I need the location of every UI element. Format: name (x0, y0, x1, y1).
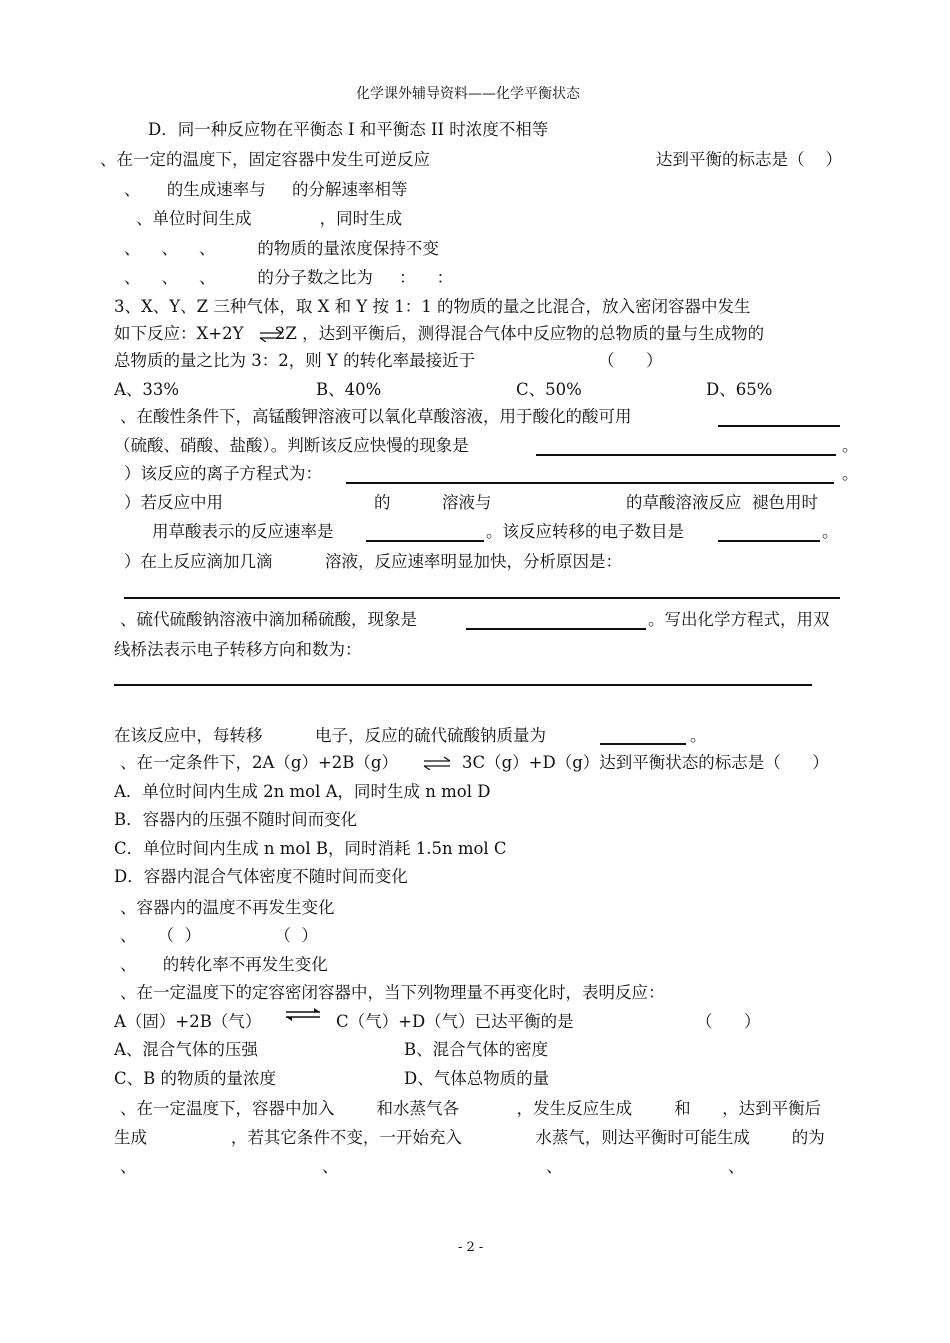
q3-line-2: 如下反应：X+2Y 2Z ，达到平衡后，测得混合气体中反应物的总物质的量与生成物的 (114, 324, 765, 343)
q4-line-3: ）该反应的离子方程式为： (124, 464, 322, 483)
q6-option-d: D．容器内混合气体密度不随时间而变化 (114, 867, 408, 886)
q3-option-c: C、50% (516, 380, 582, 399)
equilibrium-arrow-icon (284, 1007, 322, 1021)
q6-option-f: 、 （ ） （ ） (120, 926, 318, 945)
q7-option-a: A、混合气体的压强 (114, 1040, 258, 1059)
q4-line-6: ）在上反应滴加几滴 溶液，反应速率明显加快，分析原因是： (124, 552, 622, 571)
q5-line-1b: 。写出化学方程式，用双 (648, 610, 830, 629)
q5-line-3: 在该反应中，每转移 电子，反应的硫代硫酸钠质量为 (114, 726, 546, 745)
equilibrium-arrow-icon (422, 756, 452, 770)
q3-line-1: 3、X、Y、Z 三种气体，取 X 和 Y 按 1：1 的物质的量之比混合，放入密闭容器中发生 (114, 297, 751, 316)
q2-option-c: 、 、 、 的物质的量浓度保持不变 (124, 239, 439, 258)
answer-line[interactable] (124, 597, 840, 599)
q7-line-1: 、在一定温度下的定容密闭容器中，当下列物理量不再变化时，表明反应： (120, 983, 665, 1002)
q6-option-b: B．容器内的压强不随时间而变化 (114, 810, 358, 829)
q4-line-2-end: 。 (842, 436, 859, 455)
page-number: - 2 - (458, 1240, 484, 1255)
q2-option-a: 、 的生成速率与 的分解速率相等 (124, 180, 408, 199)
q6-option-e: 、容器内的温度不再发生变化 (120, 898, 335, 917)
q3-option-a: A、33% (114, 380, 180, 399)
q4-line-4a: ）若反应中用 (124, 493, 223, 512)
q2-stem: 、在一定的温度下，固定容器中发生可逆反应 (100, 150, 430, 169)
answer-blank[interactable] (600, 743, 686, 745)
q2-stem-right: 达到平衡的标志是（ ） (656, 150, 842, 169)
q6-option-c: C．单位时间内生成 n mol B，同时消耗 1.5n mol C (114, 839, 507, 858)
q3-line-3: 总物质的量之比为 3：2，则 Y 的转化率最接近于 (114, 351, 476, 370)
q8-choice-mark: 、 (120, 1157, 137, 1176)
q2-option-d: 、 、 、 的分子数之比为 ： ： (124, 268, 454, 287)
answer-blank[interactable] (346, 482, 834, 484)
answer-blank[interactable] (366, 540, 484, 542)
q8-choice-mark: 、 (728, 1157, 745, 1176)
q4-line-5: 用草酸表示的反应速率是 (152, 522, 334, 541)
option-d: D．同一种反应物在平衡态 I 和平衡态 II 时浓度不相等 (148, 120, 549, 139)
q6-stem-right: 3C（g）+D（g）达到平衡状态的标志是（ ） (462, 753, 829, 772)
q4-line-4c: 溶液与 (442, 493, 492, 512)
q4-line-5c: 。 (822, 522, 839, 541)
q7-option-b: B、混合气体的密度 (404, 1040, 549, 1059)
q3-option-b: B、40% (316, 380, 382, 399)
equilibrium-arrow-icon (258, 328, 284, 342)
answer-blank[interactable] (536, 454, 836, 456)
q7-line-2: A（固）+2B（气） (114, 1012, 262, 1031)
q8-line-2: 生成 ，若其它条件不变，一开始充入 水蒸气，则达平衡时可能生成 的为 (114, 1128, 825, 1147)
q5-line-3b: 。 (690, 726, 707, 745)
q7-answer-paren: （ ） (696, 1012, 761, 1031)
q4-line-2: （硫酸、硝酸、盐酸）。判断该反应快慢的现象是 (114, 436, 469, 455)
q8-choice-mark: 、 (322, 1157, 339, 1176)
answer-blank[interactable] (718, 540, 820, 542)
q4-line-3-end: 。 (842, 464, 859, 483)
q3-answer-paren: （ ） (598, 351, 663, 370)
q7-line-2-right: C（气）+D（气）已达平衡的是 (336, 1012, 574, 1031)
answer-line[interactable] (114, 684, 812, 686)
q3-option-d: D、65% (706, 380, 773, 399)
q7-option-d: D、气体总物质的量 (404, 1069, 550, 1088)
q4-line-5b: 。该反应转移的电子数目是 (486, 522, 684, 541)
answer-blank[interactable] (466, 628, 646, 630)
q4-line-4b: 的 (374, 493, 391, 512)
q2-option-b: 、单位时间生成 ，同时生成 (136, 209, 403, 228)
q4-line-1: 、在酸性条件下，高锰酸钾溶液可以氧化草酸溶液，用于酸化的酸可用 (120, 407, 632, 426)
q6-option-a: A．单位时间内生成 2n mol A，同时生成 n mol D (114, 782, 491, 801)
q6-option-g: 、 的转化率不再发生变化 (120, 955, 328, 974)
page-header: 化学课外辅导资料——化学平衡状态 (356, 86, 580, 102)
q6-stem: 、在一定条件下，2A（g）+2B（g） (120, 753, 398, 772)
q7-option-c: C、B 的物质的量浓度 (114, 1069, 276, 1088)
q4-line-4d: 的草酸溶液反应 褪色用时 (626, 493, 818, 512)
q8-choice-mark: 、 (546, 1157, 563, 1176)
answer-blank[interactable] (718, 425, 840, 427)
q5-line-2: 线桥法表示电子转移方向和数为： (114, 640, 362, 659)
q5-line-1: 、硫代硫酸钠溶液中滴加稀硫酸，现象是 (120, 610, 417, 629)
q8-line-1: 、在一定温度下，容器中加入 和水蒸气各 ，发生反应生成 和 ，达到平衡后 (120, 1099, 822, 1118)
